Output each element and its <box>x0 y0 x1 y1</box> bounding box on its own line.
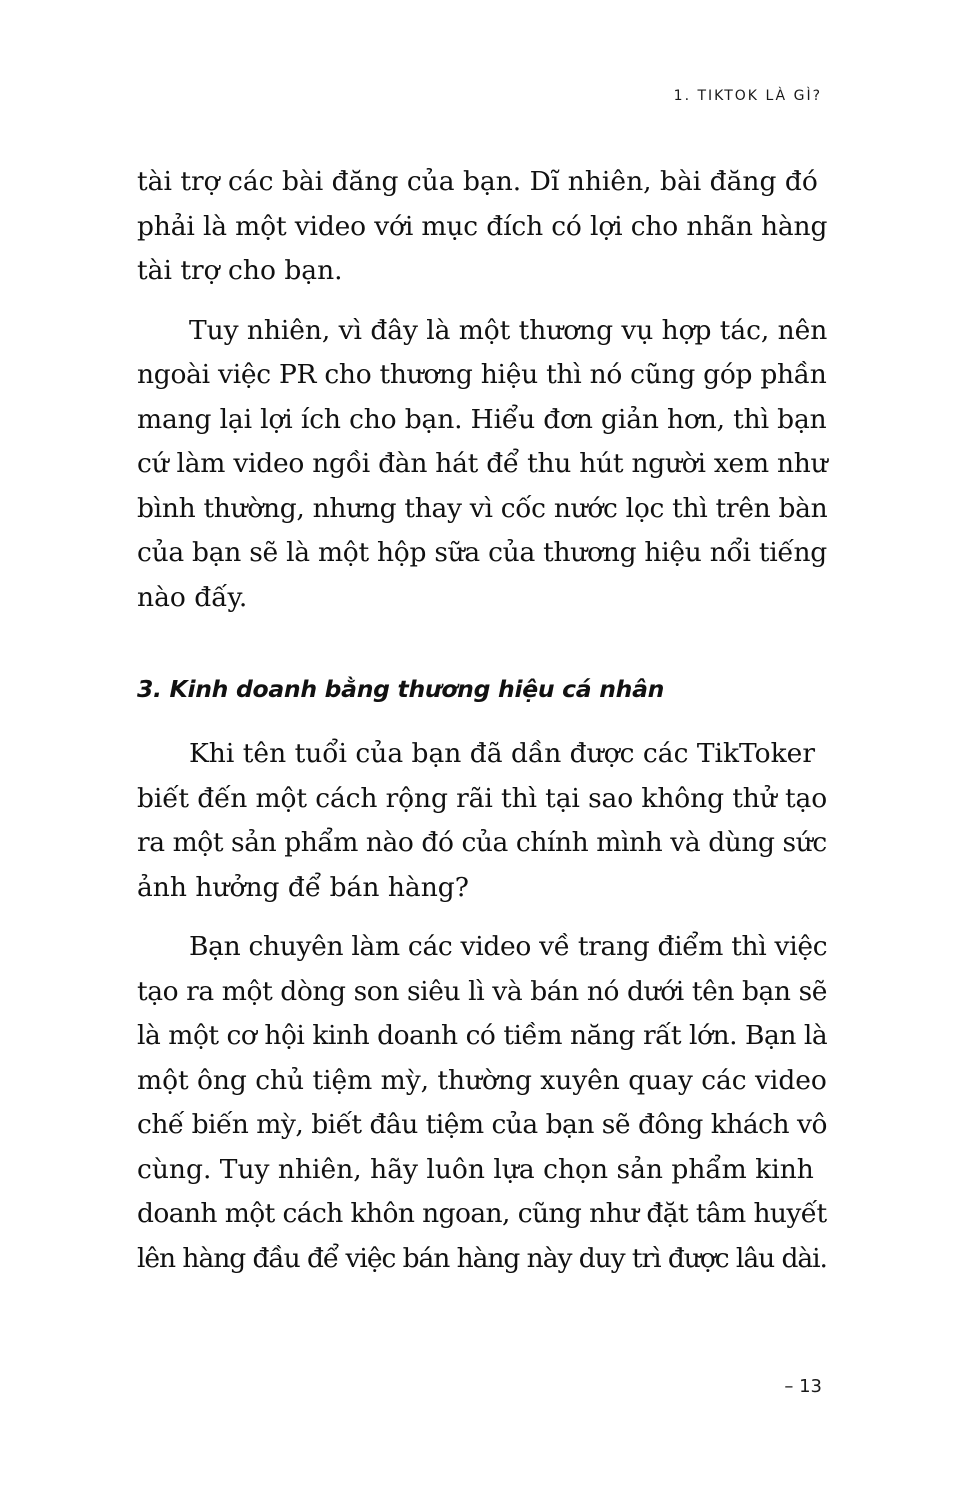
text-line: cứ làm video ngồi đàn hát để thu hút người xem như <box>137 448 828 479</box>
text-line: là một cơ hội kinh doanh có tiềm năng rất lớn. Bạn là <box>137 1020 828 1051</box>
text-line: tài trợ các bài đăng của bạn. Dĩ nhiên, bài đăng đó <box>137 166 818 197</box>
text-line: Bạn chuyên làm các video về trang điểm thì việc <box>189 931 828 962</box>
page-number: – 13 <box>784 1376 822 1397</box>
body-text-section-3 <box>137 732 827 1281</box>
section-heading: 3. Kinh doanh bằng thương hiệu cá nhân <box>137 675 665 703</box>
paragraph-continuation <box>137 160 827 294</box>
text-line: Khi tên tuổi của bạn đã dần được các TikToker <box>189 738 816 769</box>
paragraph <box>137 309 827 621</box>
text-line: cùng. Tuy nhiên, hãy luôn lựa chọn sản phẩm kinh <box>137 1153 814 1185</box>
text-line: ngoài việc PR cho thương hiệu thì nó cũng góp phần <box>137 359 827 390</box>
body-text-top <box>137 160 827 620</box>
paragraph <box>137 925 827 1281</box>
text-line: Tuy nhiên, vì đây là một thương vụ hợp tác, nên <box>189 314 828 346</box>
text-line: bình thường, nhưng thay vì cốc nước lọc thì trên bàn <box>137 492 828 524</box>
text-line: lên hàng đầu để việc bán hàng này duy trì được lâu dài. <box>137 1242 827 1274</box>
text-line: ra một sản phẩm nào đó của chính mình và dùng sức <box>137 827 827 858</box>
text-line: một ông chủ tiệm mỳ, thường xuyên quay các video <box>137 1064 827 1096</box>
text-line: mang lại lợi ích cho bạn. Hiểu đơn giản hơn, thì bạn <box>137 403 827 435</box>
text-line: ảnh hưởng để bán hàng? <box>137 871 469 903</box>
text-line: doanh một cách khôn ngoan, cũng như đặt tâm huyết <box>137 1198 827 1229</box>
text-line: tạo ra một dòng son siêu lì và bán nó dưới tên bạn sẽ <box>137 975 828 1007</box>
text-line: tài trợ cho bạn. <box>137 255 343 286</box>
text-line: biết đến một cách rộng rãi thì tại sao không thử tạo <box>137 782 828 814</box>
text-line: chế biến mỳ, biết đâu tiệm của bạn sẽ đông khách vô <box>137 1109 827 1140</box>
text-line: nào đấy. <box>137 581 248 613</box>
running-header: 1. TIKTOK LÀ GÌ? <box>673 88 822 104</box>
paragraph <box>137 732 827 910</box>
text-line: của bạn sẽ là một hộp sữa của thương hiệu nổi tiếng <box>137 537 827 568</box>
text-line: phải là một video với mục đích có lợi cho nhãn hàng <box>137 210 828 242</box>
